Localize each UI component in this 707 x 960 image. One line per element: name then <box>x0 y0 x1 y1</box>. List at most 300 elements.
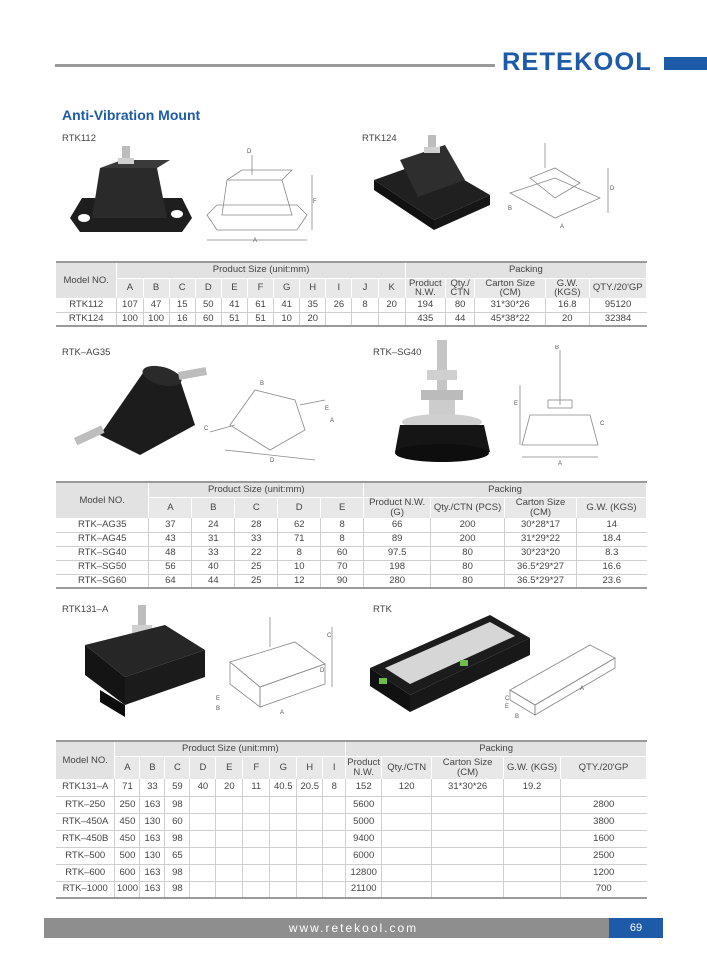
table-cell: 71 <box>115 779 140 796</box>
rtk-drawing <box>500 630 620 720</box>
svg-text:B: B <box>555 345 560 351</box>
table-cell: 25 <box>235 574 278 588</box>
table-cell: 31*30*26 <box>475 298 546 312</box>
product-label-rtk131-a: RTK131–A <box>62 604 109 615</box>
table-cell <box>243 881 270 898</box>
table-cell <box>297 813 323 830</box>
table-cell <box>432 813 504 830</box>
table-cell: 89 <box>364 532 431 546</box>
table-cell: 15 <box>169 298 195 312</box>
table-cell <box>297 847 323 864</box>
table-cell: 56 <box>149 560 192 574</box>
svg-text:E: E <box>216 696 221 702</box>
table-cell <box>270 813 297 830</box>
table2-col-gw: G.W. (KGS) <box>577 497 647 518</box>
table-cell: 28 <box>235 518 278 532</box>
table-cell: RTK124 <box>56 312 117 326</box>
table1-col-nw: Product N.W. <box>405 278 445 298</box>
table-cell: 47 <box>143 298 169 312</box>
table3-col-qty: Qty./CTN <box>382 756 432 779</box>
table3-col-h: H <box>297 756 323 779</box>
table-cell: 1600 <box>560 830 646 847</box>
footer-url[interactable]: www.retekool.com <box>288 921 419 935</box>
table-cell: 6000 <box>346 847 382 864</box>
svg-text:D: D <box>610 186 615 192</box>
table-cell: 200 <box>431 532 505 546</box>
table1-col-e: E <box>221 278 247 298</box>
table-cell: 5600 <box>346 796 382 813</box>
table-cell <box>504 813 561 830</box>
table-cell: 20 <box>378 298 405 312</box>
svg-text:A: A <box>330 418 335 424</box>
table-row <box>56 830 647 847</box>
table-cell: 130 <box>140 847 165 864</box>
table-cell: 8 <box>352 298 378 312</box>
rtk-ag35-drawing <box>200 370 335 465</box>
table-cell: 50 <box>195 298 221 312</box>
page-title: Anti-Vibration Mount <box>62 107 201 123</box>
rtk112-drawing <box>197 145 327 245</box>
table-cell <box>216 864 243 881</box>
logo-accent-bar <box>664 57 707 70</box>
table-cell: 70 <box>321 560 364 574</box>
table-cell: 5000 <box>346 813 382 830</box>
table1-packing-header: Packing <box>405 262 646 278</box>
svg-text:A: A <box>253 238 258 244</box>
table-cell: 16.8 <box>546 298 590 312</box>
table3-model-header: Model NO. <box>56 741 115 779</box>
table-cell: 450 <box>115 830 140 847</box>
table-cell: 26 <box>326 298 352 312</box>
table-cell: 62 <box>278 518 321 532</box>
table2-col-c: C <box>235 497 278 518</box>
table-cell: 8 <box>321 532 364 546</box>
table1-col-c: C <box>169 278 195 298</box>
svg-text:E: E <box>514 401 519 407</box>
table1-col-h: H <box>300 278 326 298</box>
table-cell <box>382 796 432 813</box>
table3-col-b: B <box>140 756 165 779</box>
table-cell: 31 <box>192 532 235 546</box>
table-cell: 37 <box>149 518 192 532</box>
table-cell: RTK–SG50 <box>56 560 149 574</box>
table-cell: 31*29*22 <box>505 532 577 546</box>
product-label-rtk124: RTK124 <box>362 133 397 144</box>
table1-col-a: A <box>117 278 143 298</box>
product-label-rtk-sg40: RTK–SG40 <box>373 347 422 358</box>
table-cell <box>190 864 216 881</box>
rtk124-drawing <box>500 138 620 233</box>
table-cell <box>382 847 432 864</box>
rtk-sg40-photo <box>395 340 495 465</box>
table-cell: 20.5 <box>297 779 323 796</box>
svg-text:A: A <box>558 461 563 465</box>
table-cell: 100 <box>143 312 169 326</box>
table-cell <box>270 847 297 864</box>
table-cell: 71 <box>278 532 321 546</box>
table-cell: RTK–AG35 <box>56 518 149 532</box>
svg-text:A: A <box>280 710 285 716</box>
table-row <box>56 560 647 574</box>
table-cell <box>216 813 243 830</box>
table-cell <box>190 796 216 813</box>
table1-model-header: Model NO. <box>56 262 117 298</box>
header-rule <box>55 64 495 67</box>
table-row <box>56 796 647 813</box>
table-cell: 3800 <box>560 813 646 830</box>
table-cell: 163 <box>140 830 165 847</box>
table-cell: 10 <box>274 312 300 326</box>
table-cell <box>352 312 378 326</box>
table1-col-qty20: QTY./20'GP <box>589 278 646 298</box>
table-cell: RTK–450B <box>56 830 115 847</box>
table1-col-f: F <box>247 278 273 298</box>
table-cell: 80 <box>431 546 505 560</box>
svg-text:C: C <box>600 421 605 427</box>
table-cell: 12 <box>278 574 321 588</box>
table-cell: 98 <box>165 864 190 881</box>
table-cell <box>382 813 432 830</box>
table-cell: 200 <box>431 518 505 532</box>
table2-col-a: A <box>149 497 192 518</box>
table-cell: 435 <box>405 312 445 326</box>
table-cell <box>270 796 297 813</box>
table-row <box>56 813 647 830</box>
svg-text:B: B <box>260 381 265 387</box>
table2-col-b: B <box>192 497 235 518</box>
rtk-sg40-drawing <box>510 345 610 465</box>
table-cell <box>270 864 297 881</box>
table2-col-carton: Carton Size (CM) <box>505 497 577 518</box>
table-cell <box>297 830 323 847</box>
table-cell <box>504 796 561 813</box>
table-cell <box>432 796 504 813</box>
table-cell <box>432 830 504 847</box>
table-cell <box>270 830 297 847</box>
table-row <box>56 532 647 546</box>
table-cell: 152 <box>346 779 382 796</box>
table-cell: RTK–1000 <box>56 881 115 898</box>
table-cell: 1000 <box>115 881 140 898</box>
table-cell <box>190 830 216 847</box>
table-cell: 18.4 <box>577 532 647 546</box>
table-cell: 8.3 <box>577 546 647 560</box>
table-cell: 98 <box>165 881 190 898</box>
table-row <box>56 779 647 796</box>
table-row <box>56 312 647 326</box>
table-cell: 100 <box>117 312 143 326</box>
table-cell: 23.6 <box>577 574 647 588</box>
table2-model-header: Model NO. <box>56 482 149 518</box>
table-cell <box>216 881 243 898</box>
table-cell: 65 <box>165 847 190 864</box>
table-cell: 31*30*26 <box>432 779 504 796</box>
table-cell: 40 <box>190 779 216 796</box>
table3-col-qty20: QTY./20'GP <box>560 756 646 779</box>
table3-col-c: C <box>165 756 190 779</box>
rtk131-a-drawing <box>210 612 340 722</box>
table-cell: 16.6 <box>577 560 647 574</box>
table3-col-nw: Product N.W. <box>347 756 381 778</box>
table-cell: 95120 <box>589 298 646 312</box>
table2-col-d: D <box>278 497 321 518</box>
table1-col-carton: Carton Size (CM) <box>475 278 546 298</box>
table-cell: 500 <box>115 847 140 864</box>
svg-text:C: C <box>327 633 332 639</box>
rtk-ag35-photo <box>70 360 210 460</box>
table2-packing-header: Packing <box>364 482 647 497</box>
table-cell: 90 <box>321 574 364 588</box>
table-cell: 33 <box>192 546 235 560</box>
table-cell: 43 <box>149 532 192 546</box>
svg-text:D: D <box>320 668 325 674</box>
table-cell: 41 <box>274 298 300 312</box>
product-label-rtk-ag35: RTK–AG35 <box>62 347 111 358</box>
table-cell: 36.5*29*27 <box>505 560 577 574</box>
table1-col-gw: G.W. (KGS) <box>546 278 590 298</box>
table-cell: 10 <box>278 560 321 574</box>
table-cell: 36.5*29*27 <box>505 574 577 588</box>
table-cell: 130 <box>140 813 165 830</box>
table-row <box>56 847 647 864</box>
table1-col-i: I <box>326 278 352 298</box>
table-cell <box>297 864 323 881</box>
table-cell: 280 <box>364 574 431 588</box>
table-cell: 40.5 <box>270 779 297 796</box>
table3-col-f: F <box>243 756 270 779</box>
table-cell <box>323 813 346 830</box>
table3-col-g: G <box>270 756 297 779</box>
table-cell <box>378 312 405 326</box>
table-cell: 64 <box>149 574 192 588</box>
table-cell <box>504 864 561 881</box>
svg-text:C: C <box>505 696 510 702</box>
footer-bar <box>44 918 663 938</box>
table-cell <box>216 847 243 864</box>
table-cell <box>323 847 346 864</box>
svg-text:B: B <box>508 206 513 212</box>
table-cell: 19.2 <box>504 779 561 796</box>
table3-col-d: D <box>190 756 216 779</box>
table-cell: 198 <box>364 560 431 574</box>
table-cell <box>190 847 216 864</box>
rtk112-photo <box>62 140 197 240</box>
table-cell: 120 <box>382 779 432 796</box>
table-cell <box>243 864 270 881</box>
table-cell <box>297 881 323 898</box>
table-cell: 21100 <box>346 881 382 898</box>
table-cell: 45*38*22 <box>475 312 546 326</box>
table-cell: 60 <box>321 546 364 560</box>
table3-col-gw: G.W. (KGS) <box>504 756 561 779</box>
table-cell: 30*28*17 <box>505 518 577 532</box>
table-cell: 700 <box>560 881 646 898</box>
table-cell: 2800 <box>560 796 646 813</box>
table-cell: 97.5 <box>364 546 431 560</box>
table-cell: 8 <box>323 779 346 796</box>
table-cell: RTK–500 <box>56 847 115 864</box>
brand-logo: RETEKOOL <box>502 48 652 76</box>
table-cell <box>243 847 270 864</box>
table-cell: 11 <box>243 779 270 796</box>
table-cell <box>560 779 646 796</box>
table-cell: 41 <box>221 298 247 312</box>
table1-col-b: B <box>143 278 169 298</box>
product-label-rtk: RTK <box>373 604 392 615</box>
table2-size-header: Product Size (unit:mm) <box>149 482 364 497</box>
table-cell: RTK112 <box>56 298 117 312</box>
table3-col-carton: Carton Size (CM) <box>432 756 504 779</box>
table-cell <box>504 881 561 898</box>
table-cell: 25 <box>235 560 278 574</box>
table-cell: 33 <box>235 532 278 546</box>
table1-col-g: G <box>274 278 300 298</box>
table-cell <box>504 847 561 864</box>
table-cell: 9400 <box>346 830 382 847</box>
table-cell: 8 <box>321 518 364 532</box>
table-cell: 51 <box>221 312 247 326</box>
table3-col-e: E <box>216 756 243 779</box>
spec-table-3 <box>56 740 647 899</box>
table-cell: 44 <box>192 574 235 588</box>
svg-text:E: E <box>505 704 510 710</box>
table-row <box>56 864 647 881</box>
table-cell: 30*23*20 <box>505 546 577 560</box>
table-cell: 66 <box>364 518 431 532</box>
table1-col-k: K <box>378 278 405 298</box>
table-cell <box>382 864 432 881</box>
svg-text:C: C <box>204 426 209 432</box>
table-cell: 450 <box>115 813 140 830</box>
svg-text:B: B <box>216 706 221 712</box>
table2-col-e: E <box>321 497 364 518</box>
svg-text:D: D <box>247 149 252 155</box>
svg-text:D: D <box>270 458 275 464</box>
table-cell: 1200 <box>560 864 646 881</box>
table-cell <box>216 796 243 813</box>
table1-col-j: J <box>352 278 378 298</box>
table-cell: 51 <box>247 312 273 326</box>
table3-size-header: Product Size (unit:mm) <box>115 741 346 756</box>
table-cell: 20 <box>546 312 590 326</box>
table-cell: 33 <box>140 779 165 796</box>
table-cell: 12800 <box>346 864 382 881</box>
page-number: 69 <box>609 918 663 938</box>
table-cell <box>382 881 432 898</box>
table-cell: RTK–250 <box>56 796 115 813</box>
table-row <box>56 881 647 898</box>
table-cell: RTK–SG60 <box>56 574 149 588</box>
table-cell <box>323 830 346 847</box>
table-cell: 59 <box>165 779 190 796</box>
table-cell <box>243 796 270 813</box>
table-cell <box>382 830 432 847</box>
table-cell: 80 <box>431 574 505 588</box>
table-row <box>56 574 647 588</box>
table1-size-header: Product Size (unit:mm) <box>117 262 405 278</box>
table-cell <box>243 830 270 847</box>
table-cell <box>323 881 346 898</box>
table-cell: 600 <box>115 864 140 881</box>
table1-col-d: D <box>195 278 221 298</box>
table-cell <box>323 796 346 813</box>
table-cell <box>504 830 561 847</box>
table-cell: 163 <box>140 881 165 898</box>
table-cell: 80 <box>431 560 505 574</box>
table-cell: 80 <box>445 298 474 312</box>
table-cell <box>270 881 297 898</box>
table-cell: 163 <box>140 796 165 813</box>
spec-table-1 <box>56 261 647 327</box>
table-cell: 107 <box>117 298 143 312</box>
table2-col-qty: Qty./CTN (PCS) <box>431 497 505 518</box>
table-cell <box>190 881 216 898</box>
svg-text:B: B <box>515 714 520 720</box>
table-cell: 24 <box>192 518 235 532</box>
product-label-rtk112: RTK112 <box>62 133 96 144</box>
table-cell: 163 <box>140 864 165 881</box>
table-cell: 194 <box>405 298 445 312</box>
table-cell <box>190 813 216 830</box>
table-cell: 60 <box>165 813 190 830</box>
table-cell: 61 <box>247 298 273 312</box>
table3-packing-header: Packing <box>346 741 647 756</box>
table-cell: 14 <box>577 518 647 532</box>
table3-col-a: A <box>115 756 140 779</box>
rtk124-photo <box>370 135 495 240</box>
table-cell: 48 <box>149 546 192 560</box>
table-cell <box>432 864 504 881</box>
table-cell: 8 <box>278 546 321 560</box>
table-cell: 98 <box>165 796 190 813</box>
table-cell: 40 <box>192 560 235 574</box>
table-cell: 16 <box>169 312 195 326</box>
svg-text:A: A <box>560 224 565 230</box>
svg-text:A: A <box>580 686 585 692</box>
table-cell <box>216 830 243 847</box>
rtk131-a-photo <box>80 605 210 720</box>
svg-text:F: F <box>313 199 317 205</box>
table1-col-qty: Qty./ CTN <box>445 278 474 298</box>
table-cell: RTK–600 <box>56 864 115 881</box>
table-cell: 2500 <box>560 847 646 864</box>
table-cell: 20 <box>300 312 326 326</box>
table-cell <box>432 847 504 864</box>
table-cell: RTK–SG40 <box>56 546 149 560</box>
table-row <box>56 546 647 560</box>
spec-table-2 <box>56 481 647 589</box>
table-cell: RTK131–A <box>56 779 115 796</box>
table-cell: 32384 <box>589 312 646 326</box>
table-cell <box>432 881 504 898</box>
table-cell <box>297 796 323 813</box>
table-cell: 250 <box>115 796 140 813</box>
table-cell: 44 <box>445 312 474 326</box>
table-cell <box>243 813 270 830</box>
table-cell: 35 <box>300 298 326 312</box>
table-cell: 22 <box>235 546 278 560</box>
table-row <box>56 298 647 312</box>
table-row <box>56 518 647 532</box>
table-cell: RTK–450A <box>56 813 115 830</box>
table-cell: 98 <box>165 830 190 847</box>
table2-col-nw: Product N.W. (G) <box>364 497 431 518</box>
table-cell <box>326 312 352 326</box>
table-cell: RTK–AG45 <box>56 532 149 546</box>
table-cell <box>323 864 346 881</box>
svg-text:E: E <box>325 406 330 412</box>
table-cell: 60 <box>195 312 221 326</box>
